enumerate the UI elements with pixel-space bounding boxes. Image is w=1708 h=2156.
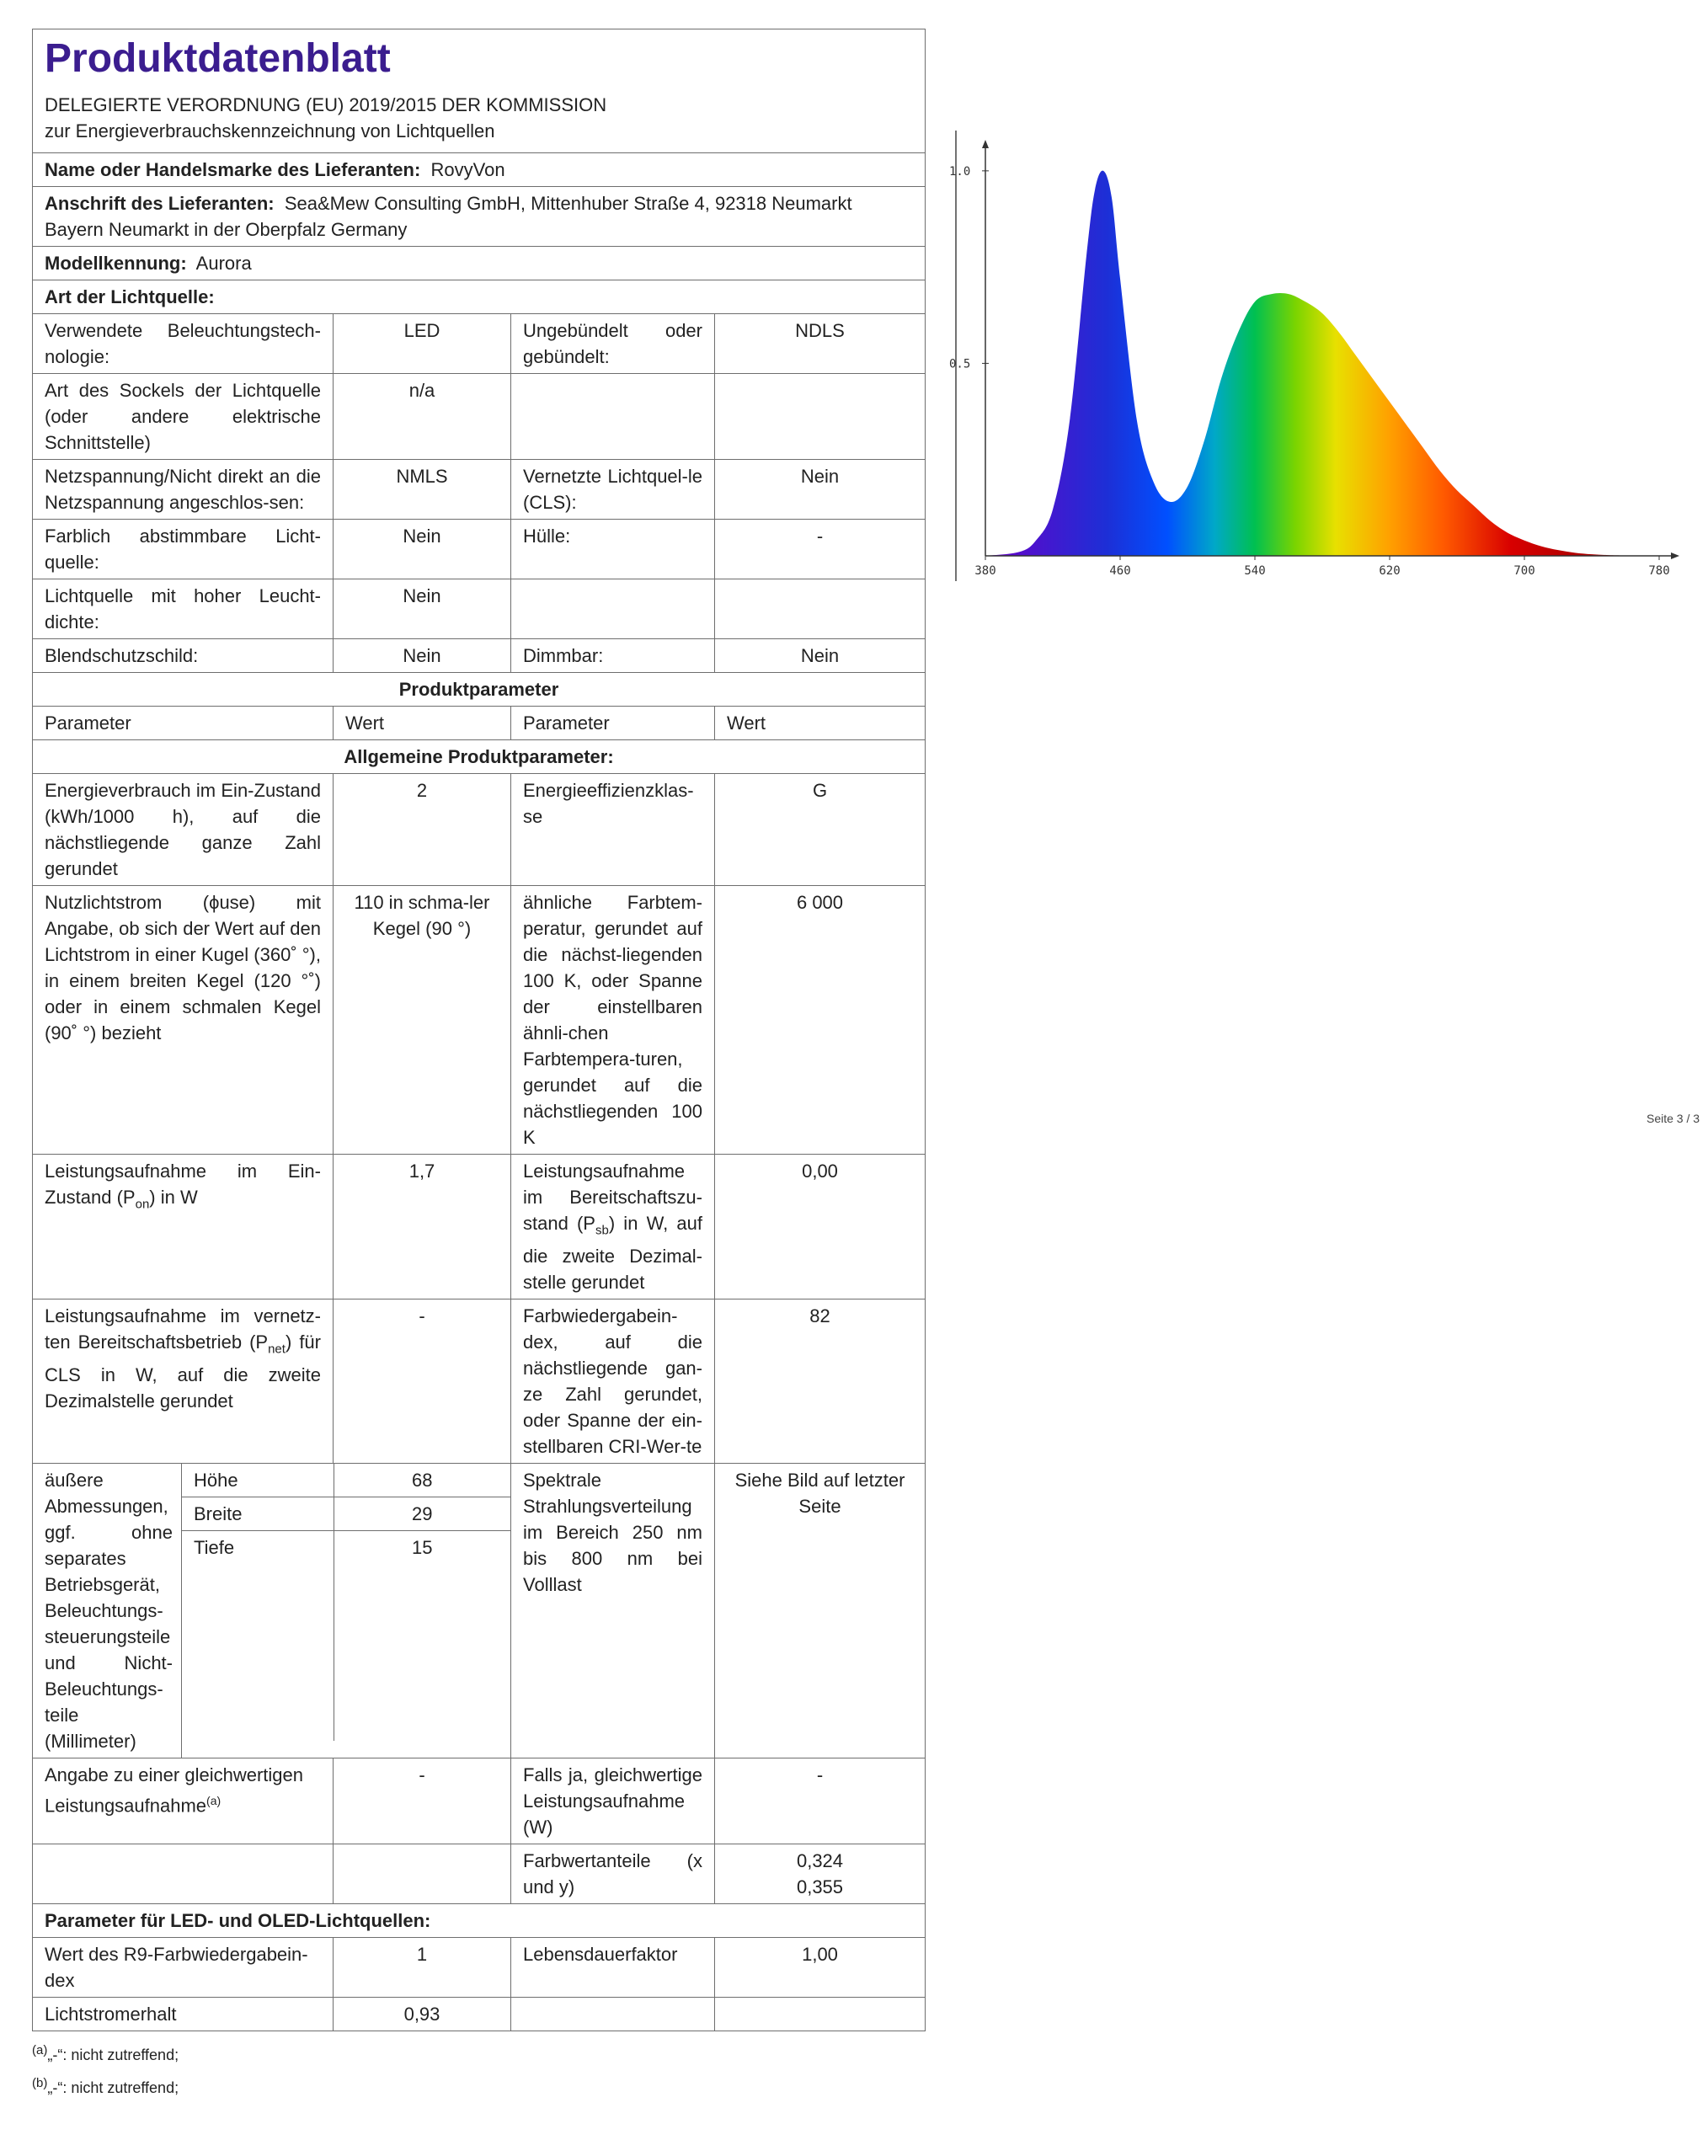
type-row-value: n/a <box>334 373 511 459</box>
type-row-label-2: Hülle: <box>511 519 715 579</box>
type-row-value: Nein <box>334 638 511 672</box>
light-source-type-label: Art der Lichtquelle: <box>45 286 215 307</box>
r9-value: 1 <box>334 1937 511 1997</box>
type-row-label: Blendschutzschild: <box>33 638 334 672</box>
type-row-value: Nein <box>334 579 511 638</box>
column-headers <box>33 706 926 739</box>
param-row-network <box>33 1299 926 1463</box>
type-row-label: Art des Sockels der Lichtquelle (oder andere elektrische Schnittstelle) <box>33 373 334 459</box>
type-row <box>33 519 926 579</box>
dimensions-table <box>182 1464 510 1742</box>
type-row-value-2: Nein <box>715 638 926 672</box>
spectral-distribution-chart <box>947 126 1701 598</box>
equivalent-power-w-label: Falls ja, gleichwertige Leistungsaufnahme (W) <box>511 1758 715 1844</box>
spectral-distribution-value: Siehe Bild auf letzter Seite <box>715 1463 926 1758</box>
page-number: Seite 3 / 3 <box>1647 1112 1700 1125</box>
model-row <box>33 246 926 280</box>
dimension-value: 29 <box>334 1497 510 1530</box>
lifetime-factor-label: Lebensdauerfaktor <box>511 1937 715 1997</box>
supplier-address-label: Anschrift des Lieferanten: <box>45 192 275 214</box>
luminous-flux-label: Nutzlichtstrom (ϕuse) mit Angabe, ob sich der Wert auf den Lichtstrom in einer Kugel (360˚ °), in einem breiten Kegel (120 °˚) oder in einem schmalen Kegel (90˚ °) bezieht <box>33 885 334 1154</box>
footnote: $^{(a)}$„-“: nicht zutreffend; <box>32 2042 179 2063</box>
lumen-maintenance-label: Lichtstromerhalt <box>33 1997 334 2031</box>
type-row-label: Verwendete Beleuchtungstech-nologie: <box>33 313 334 373</box>
luminous-flux-value: 110 in schma-ler Kegel (90 °) <box>334 885 511 1154</box>
x-tick-label: 620 <box>1379 564 1401 578</box>
power-standby-label: Leistungsaufnahme im Bereitschaftszu-stand $(P_{sb})$ in W, auf die zweite Dezimal-stelle gerundet <box>511 1154 715 1299</box>
chromaticity-y: 0,355 <box>796 1876 844 1897</box>
supplier-name-row <box>33 152 926 186</box>
lumen-maintenance-value: 0,93 <box>334 1997 511 2031</box>
param-row-chromaticity <box>33 1844 926 1903</box>
chromaticity-value <box>715 1844 926 1903</box>
param-row-maintenance <box>33 1997 926 2031</box>
cct-label: ähnliche Farbtem-peratur, gerundet auf die nächst-liegenden 100 K, oder Spanne der einstellbaren ähnli-chen Farbtempera-turen, gerundet auf die nächstliegenden 100 K <box>511 885 715 1154</box>
type-row <box>33 459 926 519</box>
x-tick-label: 780 <box>1648 564 1670 578</box>
page-title: Produktdatenblatt <box>45 36 391 81</box>
y-tick-label: 1.0 <box>949 164 971 179</box>
param-row-r9 <box>33 1937 926 1997</box>
x-tick-label: 700 <box>1513 564 1535 578</box>
product-datasheet <box>32 29 925 2102</box>
cct-value: 6 000 <box>715 885 926 1154</box>
efficiency-class-value: G <box>715 773 926 885</box>
supplier-name-label: Name oder Handelsmarke des Lieferanten: <box>45 158 421 180</box>
chromaticity-label: Farbwertanteile (x und y) <box>511 1844 715 1903</box>
type-row-label-2 <box>511 373 715 459</box>
lifetime-factor-value: 1,00 <box>715 1937 926 1997</box>
type-row-label: Netzspannung/Nicht direkt an die Netzspannung angeschlos-sen: <box>33 459 334 519</box>
cri-value: 82 <box>715 1299 926 1463</box>
power-on-label: Leistungsaufnahme im Ein-Zustand $(P_{on})$ in W <box>33 1154 334 1299</box>
power-network-label: Leistungsaufnahme im vernetz-ten Bereitschaftsbetrieb $(P_{net})$ für CLS in W, auf die zweite Dezimalstelle gerundet <box>33 1299 334 1463</box>
equivalent-power-value: - <box>334 1758 511 1844</box>
type-row-value-2 <box>715 373 926 459</box>
energy-consumption-label: Energieverbrauch im Ein-Zustand (kWh/1000 h), auf die nächstliegende ganze Zahl gerundet <box>33 773 334 885</box>
power-on-value: 1,7 <box>334 1154 511 1299</box>
model-value: Aurora <box>195 252 252 274</box>
param-row-flux <box>33 885 926 1154</box>
x-tick-label: 540 <box>1244 564 1266 578</box>
col-header-value-2: Wert <box>715 706 926 739</box>
type-row-value-2: - <box>715 519 926 579</box>
equivalent-power-label: Angabe zu einer gleichwertigen Leistungsaufnahme$^{(a)}$ <box>33 1758 334 1844</box>
power-network-value: - <box>334 1299 511 1463</box>
type-row-value: LED <box>334 313 511 373</box>
dimension-value: 15 <box>412 1536 433 1558</box>
col-header-parameter-2: Parameter <box>511 706 715 739</box>
spectrum-area <box>985 171 1659 556</box>
type-row-label-2: Dimmbar: <box>511 638 715 672</box>
type-row <box>33 313 926 373</box>
type-row-value-2: Nein <box>715 459 926 519</box>
dimension-name: Höhe <box>182 1464 334 1497</box>
col-header-parameter: Parameter <box>33 706 334 739</box>
efficiency-class-label: Energieeffizienzklas-se <box>511 773 715 885</box>
type-row-value: Nein <box>334 519 511 579</box>
type-row <box>33 373 926 459</box>
type-row-label-2 <box>511 579 715 638</box>
y-tick-label: 0.5 <box>949 357 971 371</box>
dimension-value: 68 <box>334 1464 510 1497</box>
r9-label: Wert des R9-Farbwiedergabein-dex <box>33 1937 334 1997</box>
type-row-label-2: Ungebündelt oder gebündelt: <box>511 313 715 373</box>
section-heading-led: Parameter für LED- und OLED-Lichtquellen: <box>33 1903 926 1937</box>
regulation-text: DELEGIERTE VERORDNUNG (EU) 2019/2015 DER KOMMISSION zur Energieverbrauchskennzeichnung von Lichtquellen <box>45 93 607 141</box>
x-tick-label: 380 <box>974 564 996 578</box>
type-row <box>33 579 926 638</box>
dimension-name: Tiefe <box>182 1530 334 1741</box>
type-row-label: Lichtquelle mit hoher Leucht-dichte: <box>33 579 334 638</box>
type-row-label: Farblich abstimmbare Licht-quelle: <box>33 519 334 579</box>
x-axis-arrow <box>1671 552 1679 559</box>
supplier-address-row <box>33 186 926 246</box>
supplier-name-value: RovyVon <box>430 158 505 180</box>
param-row-equivalent <box>33 1758 926 1844</box>
type-row-value-2: NDLS <box>715 313 926 373</box>
footnotes <box>32 2036 925 2102</box>
energy-consumption-value: 2 <box>334 773 511 885</box>
chromaticity-x: 0,324 <box>796 1849 844 1871</box>
type-row <box>33 638 926 672</box>
param-row-dimensions <box>33 1463 926 1758</box>
spectral-distribution-label: Spektrale Strahlungsverteilung im Bereich 250 nm bis 800 nm bei Volllast <box>511 1463 715 1758</box>
footnote: $^{(b)}$„-“: nicht zutreffend; <box>32 2075 179 2096</box>
cri-label: Farbwiedergabein-dex, auf die nächstliegende gan-ze Zahl gerundet, oder Spanne der ein-stellbaren CRI-Wer-te <box>511 1299 715 1463</box>
supplier-address-value: Sea&Mew Consulting GmbH, Mittenhuber Straße 4, 92318 Neumarkt Bayern Neumarkt in der Oberpfalz Germany <box>45 192 852 240</box>
param-row-energy <box>33 773 926 885</box>
dimensions-label: äußere Abmessungen, ggf. ohne separates Betriebsgerät, Beleuchtungs-steuerungsteile und Nicht-Beleuchtungs-teile (Millimeter) <box>33 1463 182 1758</box>
y-axis-arrow <box>982 140 989 148</box>
section-heading-product: Produktparameter <box>33 672 926 706</box>
section-heading-general: Allgemeine Produktparameter: <box>33 739 926 773</box>
power-standby-value: 0,00 <box>715 1154 926 1299</box>
datasheet-table <box>32 29 926 2031</box>
type-row-label-2: Vernetzte Lichtquel-le (CLS): <box>511 459 715 519</box>
equivalent-power-w-value: - <box>715 1758 926 1844</box>
model-label: Modellkennung: <box>45 252 187 274</box>
col-header-value: Wert <box>334 706 511 739</box>
type-row-value: NMLS <box>334 459 511 519</box>
dimension-name: Breite <box>182 1497 334 1530</box>
x-tick-label: 460 <box>1109 564 1131 578</box>
type-row-value-2 <box>715 579 926 638</box>
param-row-power <box>33 1154 926 1299</box>
